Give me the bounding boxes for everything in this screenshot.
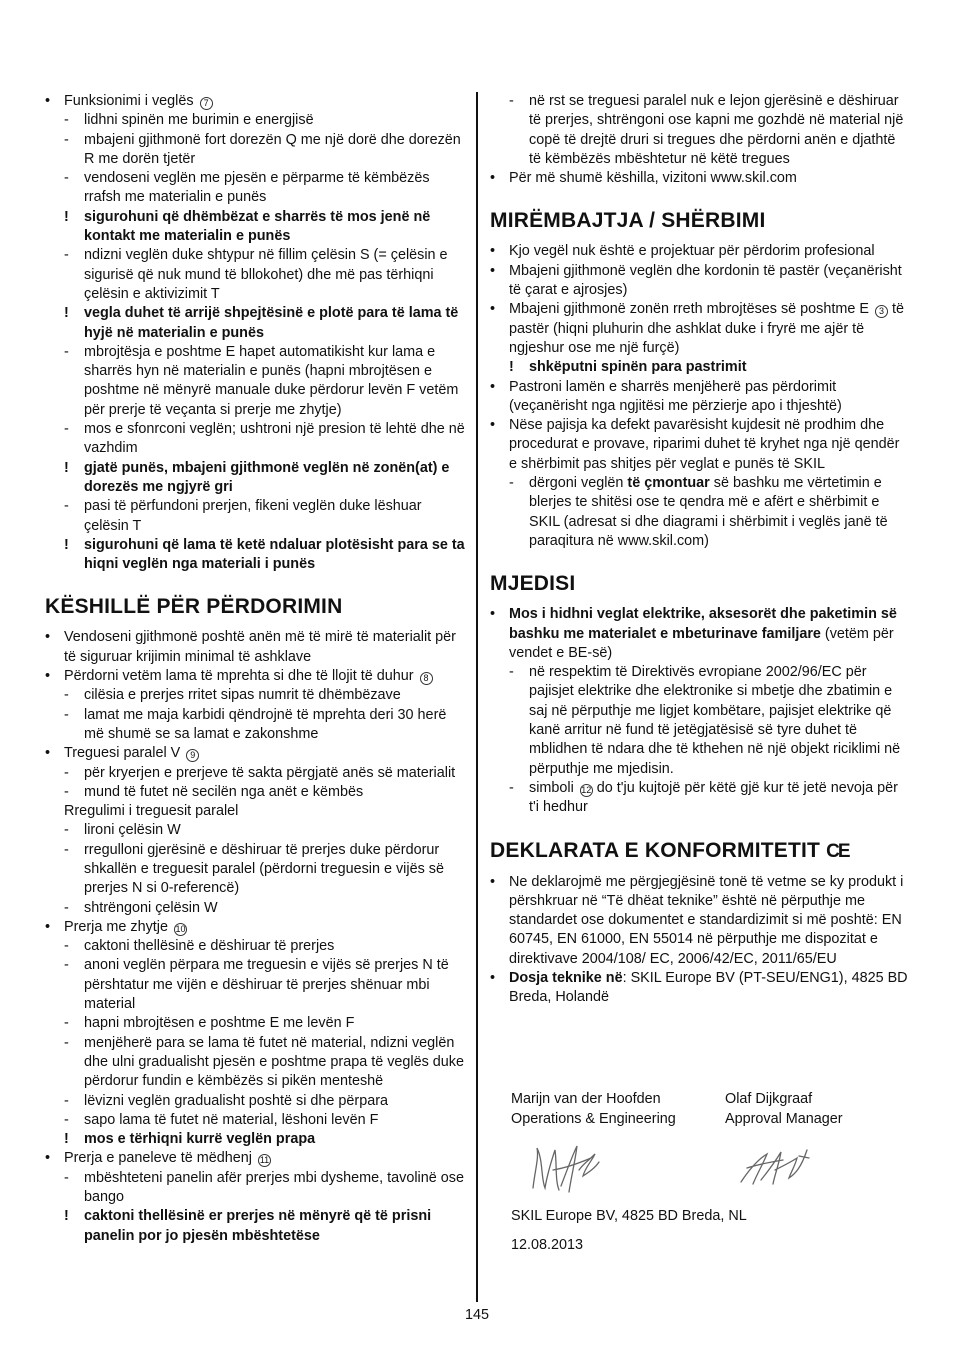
item-text: sapo lama të futet në material, lëshoni levën F (84, 1111, 379, 1128)
dash-marker: - (64, 764, 69, 781)
item-text: lamat me maja karbidi qëndrojnë të mprehta deri 30 herë më shumë se sa lamat e zakonshme (84, 706, 447, 742)
dash-marker: - (64, 687, 69, 704)
item-text-continued: të pastër (hiqni pluhurin dhe ashklat duke i fryrë me ajër të ngjeshur ose me një furçë) (509, 301, 904, 356)
sub-item (45, 1034, 465, 1092)
warning-marker: ! (64, 459, 69, 476)
bullet-item (490, 242, 910, 261)
dash-marker: - (64, 498, 69, 515)
sub-item (45, 783, 465, 802)
bullet-item (45, 92, 465, 111)
sub-item (490, 779, 910, 818)
item-text: anoni veglën përpara me treguesin e vijës së prerjes N të përshtatur me vijën e dëshiruar të prerjes shënuar mbi material (84, 957, 449, 1013)
dash-marker: - (64, 957, 69, 974)
section-heading (490, 838, 910, 865)
item-text: gjatë punës, mbajeni gjithmonë veglën në zonën(at) e dorezës me ngjyrë gri (84, 459, 450, 495)
signatory-left (511, 1090, 676, 1129)
item-text: rregulloni gjerësinë e dëshiruar të prerjes duke përdorur shkallën e treguesit paralel (përdorni treguesin e vijës së prerjes N si 0-referencë) (84, 841, 444, 897)
dash-marker: - (64, 421, 69, 438)
bullet-item (490, 169, 910, 188)
sub-item (490, 474, 910, 551)
item-text: lironi çelësin W (84, 822, 181, 839)
bullet-marker: • (490, 378, 496, 395)
item-text: Përdorni vetëm lama të mprehta si dhe të llojit të duhur (64, 668, 414, 685)
bullet-marker: • (45, 668, 51, 685)
bullet-item (45, 918, 465, 937)
dash-marker: - (64, 899, 69, 916)
figure-reference-icon: 3 (875, 305, 888, 318)
sub-item (45, 706, 465, 745)
sub-item (490, 92, 910, 169)
warning-marker: ! (64, 305, 69, 322)
sub-item (45, 764, 465, 783)
section-heading-text: MJEDISI (490, 572, 576, 596)
item-text-continued: : SKIL Europe BV (PT-SEU/ENG1), 4825 BD Breda, Holandë (509, 969, 908, 1006)
item-text: Për më shumë këshilla, vizitoni www.skil.com (509, 170, 797, 187)
bullet-marker: • (45, 745, 51, 762)
figure-reference-icon: 9 (186, 749, 199, 762)
figure-reference-icon: 12 (581, 784, 592, 795)
dash-marker: - (509, 664, 514, 681)
bullet-marker: • (490, 243, 496, 260)
section-heading-text: MIRËMBAJTJA / SHËRBIMI (490, 209, 766, 233)
item-text: në respektim të Direktivës evropiane 2002/96/EC për pajisjet elektrike dhe elektronike si mbetje dhe zbatimin e saj në përputhje me ligjet kombëtare, pajisjet elektrike që kanë arritur në fund të jetëgjatësisë së tyre duhet të mblidhen të ndara dhe të kthehen në një objekt riciklimi në përputhje me mjedisin. (529, 664, 901, 777)
item-text-continued: (vetëm për vendet e BE-së) (509, 625, 894, 661)
dash-marker: - (64, 112, 69, 129)
item-text: caktoni thellësinë er prerjes në mënyrë që të prisni panelin por jo pjesën mbështetëse (84, 1208, 432, 1244)
dash-marker: - (64, 1169, 69, 1186)
left-column (45, 92, 465, 1246)
signatory-right-name: Olaf Dijkgraaf (725, 1091, 813, 1107)
sub-item (45, 1014, 465, 1033)
document-date: 12.08.2013 (511, 1237, 584, 1253)
column-divider (476, 92, 478, 1302)
dash-marker: - (64, 783, 69, 800)
warning-item (45, 536, 465, 575)
bold-text: Mos i hidhni veglat elektrike, aksesorët dhe paketimin së bashku me materialet e mbeturinave familjare (509, 606, 897, 642)
signatory-left-name: Marijn van der Hoofden (511, 1091, 661, 1107)
item-text: për kryerjen e prerjeve të sakta përgjatë anës së materialit (84, 764, 456, 781)
bullet-item (490, 969, 910, 1008)
dash-marker: - (64, 706, 69, 723)
warning-item (45, 1130, 465, 1149)
sub-item (45, 821, 465, 840)
figure-reference-icon: 7 (200, 97, 213, 110)
item-text: Rregulimi i treguesit paralel (64, 803, 239, 820)
bullet-item (490, 262, 910, 301)
warning-item (45, 1207, 465, 1246)
signatory-left-role: Operations & Engineering (511, 1110, 676, 1127)
sub-item (45, 1169, 465, 1208)
bullet-item (490, 605, 910, 663)
bullet-item (45, 628, 465, 667)
warning-marker: ! (64, 1208, 69, 1225)
bullet-item (45, 744, 465, 763)
dash-marker: - (64, 131, 69, 148)
sub-item (45, 899, 465, 918)
item-text: Ne deklarojmë me përgjegjësinë tonë të vetme se ky produkt i përshkruar në “Të dhëat teknike” është në përputhje me standardet ose dokumentet e standardizimit si më poshtë: EN 60745, EN 61000, EN 55014 në përputhje me dispozitat e direktivave 2004/108/ EC, 2006/42/EC, 2011/65/EU (509, 873, 904, 967)
item-text: vendoseni veglën me pjesën e përparme të këmbëzës rrafsh me materialin e punës (84, 170, 430, 206)
item-text: lidhni spinën me burimin e energjisë (84, 112, 314, 129)
section-heading (490, 208, 910, 234)
item-text: hapni mbrojtësen e poshtme E me levën F (84, 1015, 355, 1032)
dash-marker: - (64, 247, 69, 264)
dash-marker: - (64, 1015, 69, 1032)
item-text: Vendoseni gjithmonë poshtë anën më të mirë të materialit për të siguruar krijimin minimal të ashklave (64, 629, 456, 665)
sub-item (45, 131, 465, 170)
sub-item (45, 246, 465, 304)
item-text: mund të futet në secilën nga anët e këmbës (84, 783, 364, 800)
subheading-text (45, 802, 465, 821)
item-text: simboli (529, 779, 574, 796)
item-text: lëvizni veglën gradualisht poshtë si dhe përpara (84, 1092, 388, 1109)
item-text: Nëse pajisja ka defekt pavarësisht kujdesit në prodhim dhe procedurat e provave, riparimi duhet të kryhet nga një qendër e shërbimit pas shitjes për veglat e punës të SKIL (509, 417, 900, 472)
warning-marker: ! (64, 1131, 69, 1148)
bullet-marker: • (490, 873, 496, 890)
sub-item (45, 956, 465, 1014)
item-text: mbështeteni panelin afër prerjes mbi dysheme, tavolinë ose bango (84, 1169, 464, 1206)
item-text: mos e sfonrconi veglën; ushtroni një presion të lehtë dhe në vazhdim (84, 421, 465, 457)
item-text: Pastroni lamën e sharrës menjëherë pas përdorimit (veçanërisht nga ngjitësi me përzierje apo i thjeshtë) (509, 378, 842, 414)
right-column (490, 92, 910, 1008)
ce-mark-icon: CE (826, 840, 849, 862)
item-text: mos e tërhiqni kurrë veglën prapa (84, 1131, 316, 1148)
bold-text: Dosja teknike në (509, 969, 623, 986)
section-heading-text: DEKLARATA E KONFORMITETIT (490, 838, 821, 862)
bullet-item (45, 667, 465, 686)
signature-left-image (525, 1140, 605, 1196)
figure-reference-icon: 10 (175, 923, 186, 934)
dash-marker: - (509, 93, 514, 109)
item-text: pasi të përfundoni prerjen, fikeni veglën duke lëshuar çelësin T (84, 498, 422, 534)
item-text: mbrojtësja e poshtme E hapet automatikisht kur lama e sharrës hyn në materialin e punës (hapni mbrojtësen e poshtme në mënyrë manuale duke përdorur levën F vetëm për prerje të veçanta si prerje me zhytje) (84, 343, 459, 418)
bullet-marker: • (490, 170, 496, 187)
item-text-continued: së bashku me vërtetimin e blerjes te shitësi ose te qendra më e afërt e shërbimit e SKIL (adresat si dhe diagrami i shërbimit i veglës janë të paraqitura në www.skil.com) (529, 475, 888, 549)
bold-text: të çmontuar (627, 475, 710, 492)
sub-item (45, 111, 465, 130)
item-text: Treguesi paralel V (64, 745, 181, 762)
item-text: shkëputni spinën para pastrimit (529, 359, 747, 376)
bullet-item (490, 300, 910, 358)
warning-item (490, 358, 910, 377)
bullet-marker: • (45, 629, 51, 646)
warning-marker: ! (64, 208, 69, 225)
bullet-marker: • (45, 93, 51, 109)
dash-marker: - (509, 475, 514, 492)
item-text: sigurohuni që dhëmbëzat e sharrës të mos jenë në kontakt me materialin e punës (84, 208, 431, 245)
dash-marker: - (64, 170, 69, 187)
warning-marker: ! (509, 359, 514, 376)
sub-item (45, 1092, 465, 1111)
item-text: Funksionimi i veglës (64, 93, 194, 109)
sub-item (45, 1111, 465, 1130)
item-text: Mbajeni gjithmonë zonën rreth mbrojtëses së poshtme E (509, 301, 869, 318)
item-text: sigurohuni që lama të ketë ndaluar plotësisht para se ta hiqni veglën nga materiali i punës (84, 536, 465, 573)
item-text: vegla duhet të arrijë shpejtësinë e plotë para të lama të hyjë në materialin e punës (84, 305, 459, 341)
item-text: Mbajeni gjithmonë veglën dhe kordonin të pastër (veçanërisht të çarat e ajrosjes) (509, 262, 902, 299)
warning-item (45, 304, 465, 343)
section-heading-text: KËSHILLË PËR PËRDORIMIN (45, 595, 343, 619)
item-text: Kjo vegël nuk është e projektuar për përdorim profesional (509, 243, 875, 260)
bullet-item (490, 416, 910, 474)
bullet-marker: • (45, 1150, 51, 1167)
item-text: cilësia e prerjes rritet sipas numrit të dhëmbëzave (84, 687, 401, 704)
dash-marker: - (509, 779, 514, 796)
bullet-item (490, 873, 910, 969)
warning-marker: ! (64, 536, 69, 553)
item-text-continued: do t'ju kujtojë për këtë gjë kur të jetë nevoja për t'i hedhur (529, 779, 898, 816)
sub-item (45, 841, 465, 899)
sub-item (45, 497, 465, 536)
bullet-marker: • (490, 262, 496, 279)
dash-marker: - (64, 343, 69, 360)
dash-marker: - (64, 841, 69, 858)
section-heading (490, 571, 910, 597)
figure-reference-icon: 11 (259, 1155, 270, 1166)
bullet-marker: • (490, 301, 496, 318)
sub-item (490, 663, 910, 779)
section-heading (45, 594, 465, 620)
company-address: SKIL Europe BV, 4825 BD Breda, NL (511, 1208, 747, 1224)
dash-marker: - (64, 1111, 69, 1128)
sub-item (45, 937, 465, 956)
bullet-item (490, 378, 910, 417)
bullet-item (45, 1149, 465, 1168)
bullet-marker: • (45, 918, 51, 935)
sub-item (45, 343, 465, 420)
dash-marker: - (64, 1092, 69, 1109)
item-text: menjëherë para se lama të futet në material, ndizni veglën dhe ulni gradualisht pjesën e poshtme prapa të veglës duke përdorur fundin e këmbëzës si pikën menteshë (84, 1034, 465, 1090)
item-text: ndizni veglën duke shtypur në fillim çelësin S (= çelësin e sigurisë që nuk mund të bllokohet) dhe më pas tërhiqni çelësin e aktivizimit T (84, 247, 448, 302)
sub-item (45, 169, 465, 208)
page-number: 145 (464, 1307, 489, 1323)
signature-right-image (735, 1140, 815, 1190)
item-text: shtrëngoni çelësin W (84, 899, 218, 916)
sub-item (45, 686, 465, 705)
item-text: mbajeni gjithmonë fort dorezën Q me një dorë dhe dorezën R me dorën tjetër (84, 131, 461, 167)
dash-marker: - (64, 822, 69, 839)
item-text: Prerja e paneleve të mëdhenj (64, 1150, 252, 1167)
signatory-right-role: Approval Manager (725, 1110, 843, 1127)
sub-item (45, 420, 465, 459)
dash-marker: - (64, 938, 69, 955)
signatory-right (725, 1090, 843, 1129)
item-text: në rst se treguesi paralel nuk e lejon gjerësinë e dëshiruar të prerjes, shtrëngoni ose kapni me gozhdë në material një copë të drejtë druri si tregues dhe përdorni anën e djathtë të këmbëzës mbështetur në këtë tregues (529, 93, 904, 167)
item-text: caktoni thellësinë e dëshiruar të prerjes (84, 938, 335, 955)
bullet-marker: • (490, 969, 496, 986)
dash-marker: - (64, 1034, 69, 1051)
item-text: Prerja me zhytje (64, 918, 168, 935)
warning-item (45, 459, 465, 498)
bullet-marker: • (490, 606, 496, 623)
item-text: dërgoni veglën (529, 475, 628, 492)
warning-item (45, 208, 465, 247)
bullet-marker: • (490, 417, 496, 434)
figure-reference-icon: 8 (420, 672, 433, 685)
